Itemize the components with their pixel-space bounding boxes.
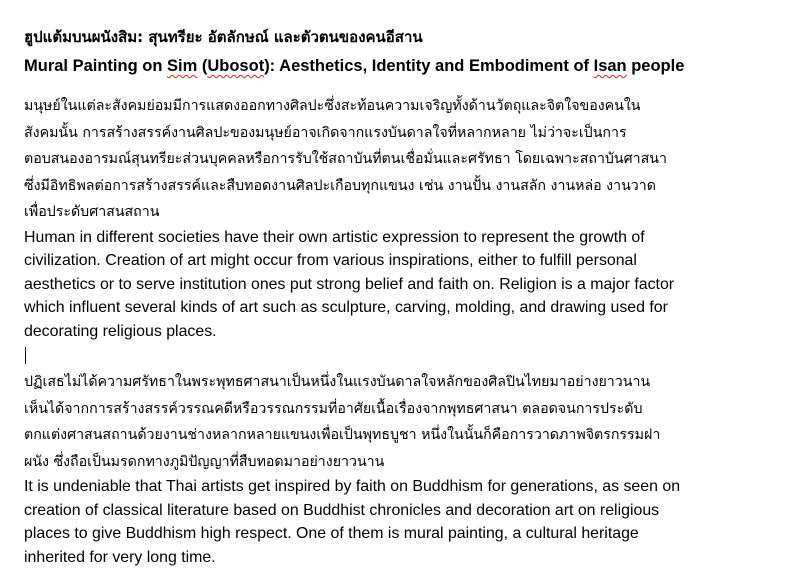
title-english-prefix: Mural Painting on bbox=[24, 57, 167, 75]
title-english bbox=[24, 54, 784, 78]
paragraph2-thai-line: ผนัง ซึ่งถือเป็นมรดกทางภูมิปัญญาที่สืบทอดมาอย่างยาวนาน bbox=[24, 453, 385, 470]
title-english-suffix: people bbox=[626, 57, 685, 75]
spellcheck-word-isan[interactable]: Isan bbox=[593, 57, 627, 75]
paragraph2-thai bbox=[24, 369, 784, 475]
paragraph1-thai-line: มนุษย์ในแต่ละสังคมย่อมมีการแสดงออกทางศิลปะซึ่งสะท้อนความเจริญทั้งด้านวัตถุและจิตใจของคนใน bbox=[24, 98, 641, 114]
paragraph2-english-line: inherited for very long time. bbox=[24, 548, 216, 566]
document-page[interactable] bbox=[24, 26, 784, 569]
text-cursor bbox=[25, 347, 26, 364]
paragraph1-english bbox=[24, 226, 784, 344]
paragraph2-thai-line: ตกแต่งศาสนสถานด้วยงานช่างหลากหลายแขนงเพื่อเป็นพุทธบูชา หนึ่งในนั้นก็คือการวาดภาพจิตรกรรมฝา bbox=[24, 427, 661, 443]
paragraph1-thai-line: สังคมนั้น การสร้างสรรค์งานศิลปะของมนุษย์อาจเกิดจากแรงบันดาลใจที่หลากหลาย ไม่ว่าจะเป็นการ bbox=[24, 124, 627, 141]
title-thai: ฮูปแต้มบนผนังสิม: สุนทรียะ อัตลักษณ์ และตัวตนของคนอีสาน bbox=[24, 28, 423, 46]
paragraph2-english-line: places to give Buddhism high respect. One of them is mural painting, a cultural heritage bbox=[24, 525, 639, 542]
paragraph1-english-line: civilization. Creation of art might occur from various inspirations, either to fulfill personal bbox=[24, 252, 637, 269]
paragraph1-thai-line: ตอบสนองอารมณ์สุนทรียะส่วนบุคคลหรือการรับใช้สถาบันที่ตนเชื่อมั่นและศรัทธา โดยเฉพาะสถาบันศาสนา bbox=[24, 151, 667, 167]
paragraph2-english-line: It is undeniable that Thai artists get inspired by faith on Buddhism for generations, as seen on bbox=[24, 478, 681, 495]
paragraph2-thai-line: เห็นได้จากการสร้างสรรค์วรรณคดีหรือวรรณกรรมที่อาศัยเนื้อเรื่องจากพุทธศาสนา ตลอดจนการประดับ bbox=[24, 400, 643, 417]
paragraph1-english-line: aesthetics or to serve institution ones put strong belief and faith on. Religion is a major factor bbox=[24, 275, 675, 293]
spellcheck-word-ubosot[interactable]: Ubosot bbox=[207, 57, 265, 75]
spellcheck-word-sim[interactable]: Sim bbox=[167, 57, 198, 75]
paragraph1-thai bbox=[24, 93, 784, 226]
title-english-after: ): Aesthetics, Identity and Embodiment of bbox=[264, 57, 594, 75]
paragraph2-english-line: creation of classical literature based on Buddhist chronicles and decoration art on religious bbox=[24, 501, 660, 519]
title-english-mid: ( bbox=[197, 57, 208, 75]
paragraph1-english-line: decorating religious places. bbox=[24, 322, 217, 340]
paragraph2-thai-line: ปฏิเสธไม่ได้ความศรัทธาในพระพุทธศาสนาเป็นหนึ่งในแรงบันดาลใจหลักของศิลปินไทยมาอย่างยาวนาน bbox=[24, 374, 651, 390]
paragraph1-english-line: Human in different societies have their own artistic expression to represent the growth of bbox=[24, 228, 645, 246]
paragraph1-thai-line: ซึ่งมีอิทธิพลต่อการสร้างสรรค์และสืบทอดงานศิลปะเกือบทุกแขนง เช่น งานปั้น งานสลัก งานหล่อ งานวาด bbox=[24, 177, 656, 194]
paragraph1-english-line: which influent several kinds of art such as sculpture, carving, molding, and drawing used for bbox=[24, 299, 668, 316]
paragraph2-english bbox=[24, 475, 784, 569]
paragraph1-thai-line: เพื่อประดับศาสนสถาน bbox=[24, 204, 160, 220]
